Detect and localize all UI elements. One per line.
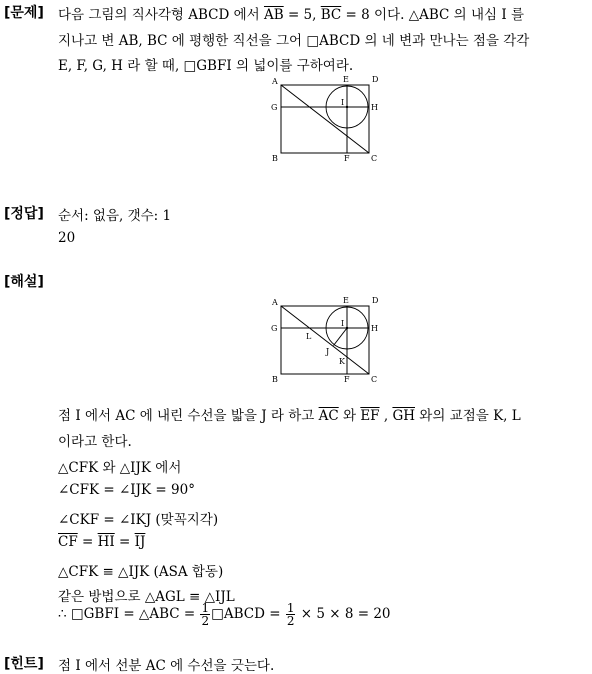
- label-c: C: [371, 375, 378, 384]
- answer-tag: [정답]: [4, 206, 44, 222]
- fraction-one-half: $\frac{1}{2}$: [286, 601, 295, 628]
- label-a: A: [272, 298, 278, 307]
- label-a: A: [272, 77, 278, 86]
- segment-ab: $\overline{AB}$: [263, 7, 284, 23]
- label-c: C: [371, 154, 378, 163]
- label-d: D: [372, 296, 379, 305]
- explanation-line-7: △CFK ≡ △IJK (ASA 합동): [58, 564, 224, 580]
- explanation-line-9: ∴ □GBFI = △ABC = $\frac{1}{2}$ □ABCD = $\frac{1}{2}$ × 5 × 8 = 20: [58, 601, 391, 628]
- label-b: B: [272, 375, 278, 384]
- label-f: F: [344, 375, 350, 384]
- hint-tag: [힌트]: [4, 656, 44, 672]
- answer-meta: 순서: 없음, 갯수: 1: [58, 208, 172, 224]
- explanation-line-4: ∠CFK = ∠IJK = 90°: [58, 482, 195, 498]
- segment-hi: $\overline{HI}$: [97, 534, 115, 550]
- label-f: F: [344, 154, 350, 163]
- label-d: D: [372, 75, 379, 84]
- explanation-line-1: 점 I 에서 AC 에 내린 수선을 밟을 J 라 하고 $\overline{AC}$ 와 $\overline{EF}$ , $\overline{GH}$ 와의 교점을 K, L: [58, 408, 521, 424]
- perpendicular-ij: [334, 328, 348, 346]
- diagonal-ac: [281, 85, 369, 153]
- problem-line-1: 다음 그림의 직사각형 ABCD 에서 $\overline{AB} = 5$, $\overline{BC} = 8$ 이다. △ABC 의 내심 I 를: [58, 7, 524, 23]
- hint-text: 점 I 에서 선분 AC 에 수선을 긋는다.: [58, 658, 275, 674]
- explanation-line-3: △CFK 와 △IJK 에서: [58, 460, 182, 476]
- segment-ac: $\overline{AC}$: [318, 408, 339, 424]
- label-h: H: [371, 103, 378, 112]
- explanation-line-2: 이라고 한다.: [58, 434, 132, 450]
- segment-bc: $\overline{BC}$: [320, 7, 342, 23]
- label-k: K: [339, 357, 345, 366]
- label-j: J: [326, 347, 330, 356]
- label-e: E: [343, 296, 349, 305]
- segment-ij: $\overline{IJ}$: [134, 534, 146, 550]
- segment-cf: $\overline{CF}$: [58, 534, 78, 550]
- segment-gh: $\overline{GH}$: [392, 408, 415, 424]
- fraction-one-half: $\frac{1}{2}$: [201, 601, 210, 628]
- explanation-line-8: 같은 방법으로 △AGL ≡ △IJL: [58, 589, 235, 605]
- diagonal-ac: [281, 306, 369, 374]
- label-g: G: [271, 324, 278, 333]
- problem-figure: [265, 72, 385, 167]
- explanation-tag: [해설]: [4, 274, 44, 290]
- label-e: E: [343, 75, 349, 84]
- point-i: [346, 327, 348, 329]
- label-i: I: [341, 98, 345, 107]
- problem-tag: [문제]: [4, 5, 44, 21]
- label-h: H: [371, 324, 378, 333]
- explanation-figure: [265, 293, 385, 388]
- point-i: [346, 106, 348, 108]
- explanation-line-5: ∠CKF = ∠IKJ (맞꼭지각): [58, 512, 219, 528]
- label-i: I: [341, 319, 345, 328]
- label-g: G: [271, 103, 278, 112]
- label-l: L: [306, 332, 312, 341]
- segment-ef: $\overline{EF}$: [360, 408, 380, 424]
- explanation-line-6: $\overline{CF} = \overline{HI} = \overline{IJ}$: [58, 534, 146, 550]
- problem-line-3: E, F, G, H 라 할 때, □GBFI 의 넓이를 구하여라.: [58, 58, 354, 74]
- label-b: B: [272, 154, 278, 163]
- answer-value: 20: [58, 230, 76, 246]
- problem-line-2: 지나고 변 AB, BC 에 평행한 직선을 그어 □ABCD 의 네 변과 만나는 점을 각각: [58, 33, 530, 49]
